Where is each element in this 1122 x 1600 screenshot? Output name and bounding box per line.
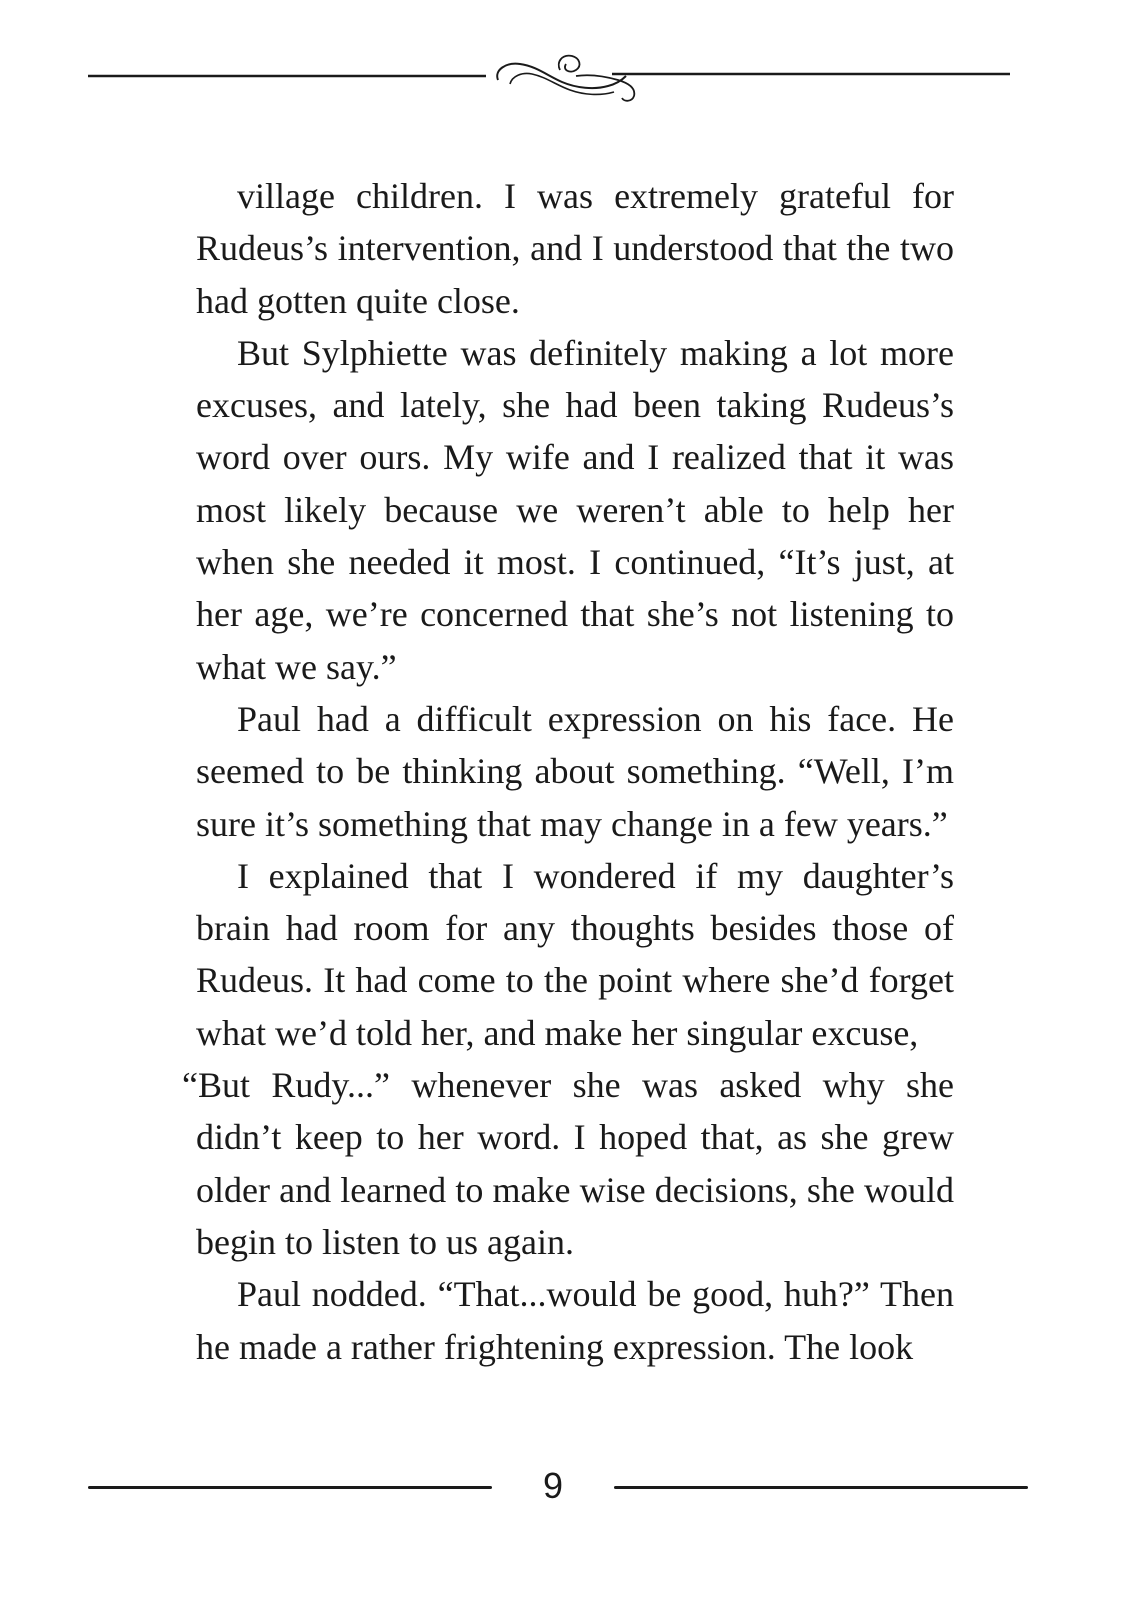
paragraph-1: village children. I was extremely grateful for Rudeus’s intervention, and I understood that the two had gotten quite close.: [196, 176, 954, 321]
footer-rule-left: [88, 1486, 492, 1489]
body-text: [182, 170, 954, 1373]
page-number: 9: [542, 1465, 564, 1506]
header-flourish-divider: [0, 40, 1122, 110]
paragraph-5-text: “But Rudy...” whenever she was asked why she didn’t keep to her word. I hoped that, as she grew older and learned to make wise decisions, she would begin to listen to us again.: [182, 1065, 954, 1262]
footer-rule-right: [614, 1486, 1028, 1489]
paragraph-6: Paul nodded. “That...would be good, huh?” Then he made a rather frightening expression. The look: [196, 1274, 954, 1367]
paragraph-3: Paul had a difficult expression on his face. He seemed to be thinking about something. “Well, I’m sure it’s something that may change in a few years.”: [196, 698, 954, 844]
paragraph-2: But Sylphiette was definitely making a lot more excuses, and lately, she had been taking Rudeus’s word over ours. My wife and I realized that it was most likely because we weren’t able to help her when she needed it most. I continued, “It’s just, at her age, we’re concerned that she’s not listening to what we say.”: [196, 332, 954, 687]
paragraph-4: I explained that I wondered if my daughter’s brain had room for any thoughts besides those of Rudeus. It had come to the point where she’d forget what we’d told her, and make her singular excuse,: [196, 855, 954, 1053]
paragraph-5: [182, 1059, 954, 1268]
page-footer: [0, 1462, 1122, 1512]
